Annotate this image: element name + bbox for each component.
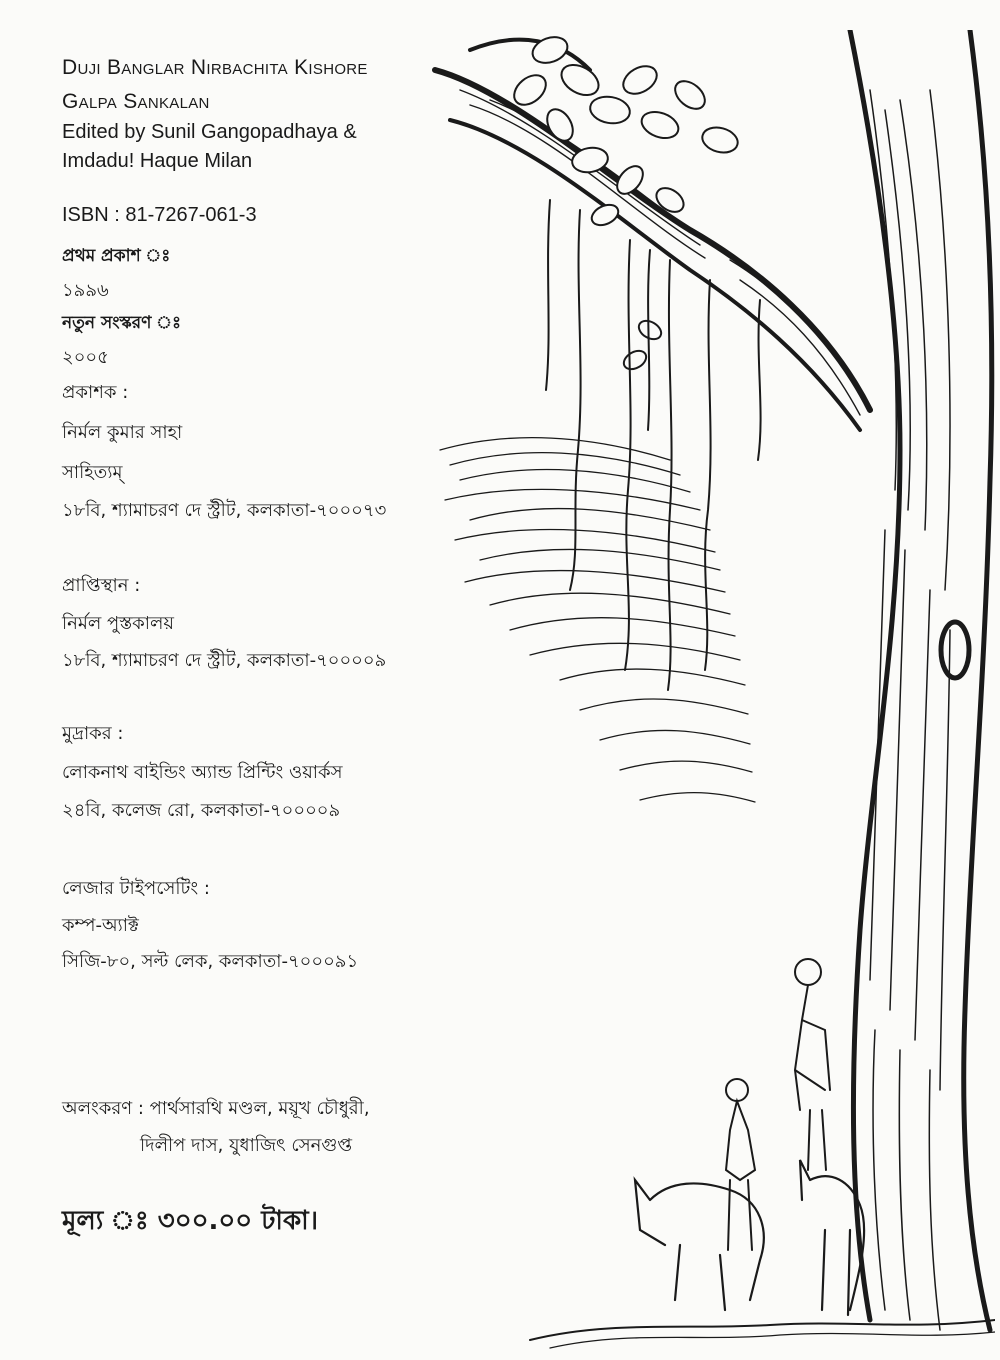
printer-label: মুদ্রাকর : <box>62 723 124 744</box>
typesetting-label: লেজার টাইপসেটিং : <box>62 878 210 899</box>
publisher-imprint: সাহিত্যম্ <box>62 462 123 483</box>
tree-illustration <box>430 30 995 1350</box>
typesetting-address: সিজি-৮০, সল্ট লেক, কলকাতা-৭০০০৯১ <box>62 951 359 972</box>
editors-line-2: Imdadu! Haque Milan <box>62 150 253 172</box>
hanging-vines <box>546 200 761 690</box>
typesetting-name: কম্প-অ্যাক্ট <box>62 915 139 936</box>
first-edition-year: ১৯৯৬ <box>62 280 109 301</box>
book-title-line-2: Galpa Sankalan <box>62 90 210 113</box>
printer-name: লোকনাথ বাইন্ডিং অ্যান্ড প্রিন্টিং ওয়ার্কস <box>62 762 343 783</box>
distributor-address: ১৮বি, শ্যামাচরণ দে স্ট্রীট, কলকাতা-৭০০০০৯ <box>62 650 387 671</box>
goat-figures <box>635 1160 864 1315</box>
illustration-credit-line-1: অলংকরণ : পার্থসারথি মণ্ডল, ময়ূখ চৌধুরী, <box>62 1098 370 1119</box>
distributor-name: নির্মল পুস্তকালয় <box>62 613 175 634</box>
isbn: ISBN : 81-7267-061-3 <box>62 204 257 226</box>
children-figures <box>726 959 830 1250</box>
illustration-credit-line-2: দিলীপ দাস, যুধাজিৎ সেনগুপ্ত <box>140 1135 353 1156</box>
leaf-cluster <box>508 33 740 373</box>
new-edition-year: ২০০৫ <box>62 347 109 368</box>
publisher-label: প্রকাশক : <box>62 382 129 403</box>
printer-address: ২৪বি, কলেজ রো, কলকাতা-৭০০০০৯ <box>62 800 341 821</box>
trunk-knot <box>941 622 969 678</box>
publisher-address: ১৮বি, শ্যামাচরণ দে স্ট্রীট, কলকাতা-৭০০০৭৩ <box>62 500 387 521</box>
new-edition-label: নতুন সংস্করণ ঃ <box>62 313 182 333</box>
book-title-line-1: Duji Banglar Nirbachita Kishore <box>62 56 368 79</box>
first-edition-label: প্রথম প্রকাশ ঃ <box>62 246 171 266</box>
publisher-name: নির্মল কুমার সাহা <box>62 422 183 443</box>
ground <box>530 1320 995 1340</box>
editors-line-1: Edited by Sunil Gangopadhaya & <box>62 121 357 143</box>
price: মূল্য ঃ ৩০০.০০ টাকা। <box>62 1206 318 1236</box>
tree-trunk <box>850 30 900 1320</box>
distributor-label: প্রাপ্তিস্থান : <box>62 575 141 596</box>
